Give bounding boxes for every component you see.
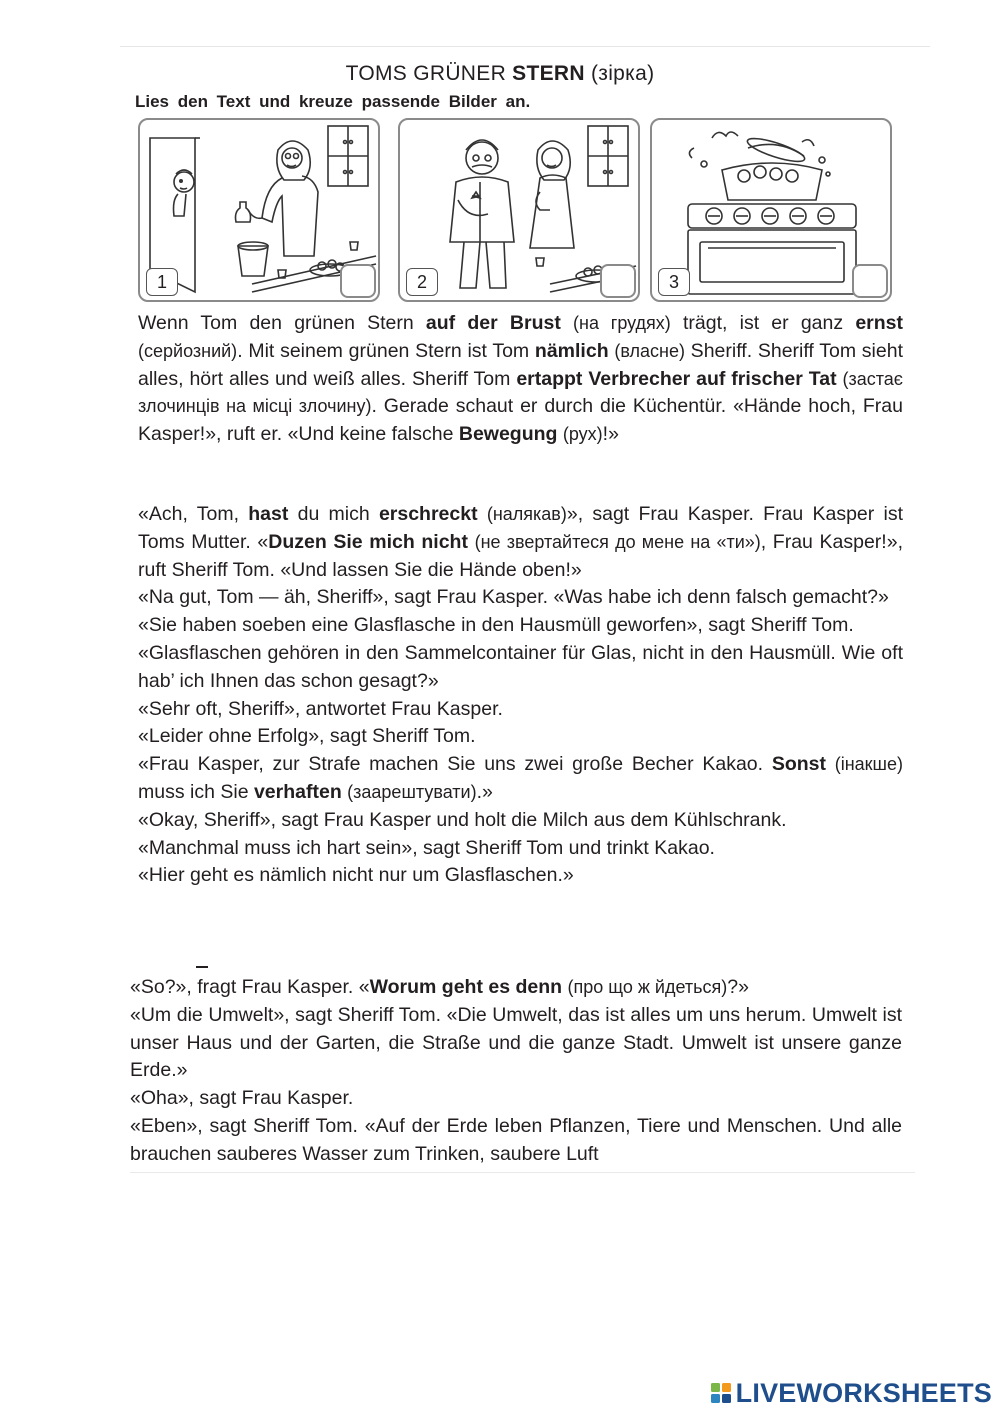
key-phrase: verhaften [253,780,342,803]
paragraph-3 [130,974,902,1169]
key-phrase: Duzen Sie mich nicht [268,530,468,553]
dialogue-line: «Frau Kasper, zur Strafe machen Sie uns zwei große Becher Kakao. Sonst (інакше) muss ich Sie verhaften (заарештувати).» [138,753,903,803]
dialogue-line: «Um die Umwelt», sagt Sheriff Tom. «Die Umwelt, das ist alles um uns herum. Umwelt ist unser Haus und der Garten, die Straße und die ganze Stadt. Umwelt ist unsere ganze Erde.» [130,1003,902,1082]
page-title: TOMS GRÜNER STERN (зірка) [345,62,655,85]
key-phrase: auf der Brust [425,312,561,334]
liveworksheets-logo[interactable] [710,1376,992,1410]
picture-panel-2 [398,118,640,302]
panel-number-3: 3 [658,268,690,296]
translation-note: (про що ж йдеться) [567,977,728,997]
instruction: Lies den Text und kreuze passende Bilder an. [135,92,531,111]
dialogue-line: «Okay, Sheriff», sagt Frau Kasper und holt die Milch aus dem Kühlschrank. [138,808,787,831]
key-phrase: nämlich [534,339,609,362]
dialogue-line: «Glasflaschen gehören in den Sammelcontainer für Glas, nicht in den Hausmüll. Wie oft hab’ ich Ihnen das schon gesagt?» [138,641,903,692]
translation-note: (інакше) [834,754,903,775]
top-divider [120,46,930,47]
key-phrase: hast [248,503,289,525]
translation-note: (серйозний) [138,340,238,361]
paragraph-1 [138,310,903,449]
dialogue-line: «Leider ohne Erfolg», sagt Sheriff Tom. [138,725,476,748]
dialogue-line: «Eben», sagt Sheriff Tom. «Auf der Erde leben Pflanzen, Tiere und Menschen. Und alle brauchen sauberes Wasser zum Trinken, saubere Luft [130,1114,902,1165]
panel-1-checkbox[interactable] [340,264,376,298]
translation-note: (не звертайтеся до мене на «ти») [474,531,761,552]
dialogue-line: «Manchmal muss ich hart sein», sagt Sheriff Tom und trinkt Kakao. [138,836,715,859]
panel-2-checkbox[interactable] [600,264,636,298]
dialogue-line: «Na gut, Tom — äh, Sheriff», sagt Frau Kasper. «Was habe ich denn falsch gemacht?» [138,586,889,609]
dialogue-line: «So?», fragt Frau Kasper. «Worum geht es denn (про що ж йдеться)?» [130,976,749,998]
bottom-divider [130,1172,915,1173]
key-phrase: ernst [855,312,904,334]
stray-mark [196,966,208,968]
dialogue-line: «Sie haben soeben eine Glasflasche in den Hausmüll geworfen», sagt Sheriff Tom. [138,614,854,637]
dialogue-line: «Hier geht es nämlich nicht nur um Glasflaschen.» [138,864,574,887]
panel-number-2: 2 [406,268,438,296]
paragraph-1-text: Wenn Tom den grünen Stern auf der Brust (на грудях) trägt, ist er ganz ernst (серйозний). Mit seinem grünen Stern ist Tom nämlich (власне) Sheriff. Sheriff Tom sieht alles, hört alles und weiß alles. Sheriff Tom ertappt Verbrecher auf frischer Tat (застає злочинців на місці злочину). Gerade schaut er durch die Küchentür. «Hände hoch, Frau Kasper!», ruft er. «Und keine falsche Bewegung (рух)!» [138,312,904,446]
liveworksheets-logo-text: LIVEWORKSHEETS [735,1377,992,1408]
key-phrase: Sonst [771,753,826,776]
panel-3-checkbox[interactable] [852,264,888,298]
translation-note: (налякав) [486,504,567,524]
paragraph-2 [138,501,903,890]
dialogue-line: «Sehr oft, Sheriff», antwortet Frau Kasper. [138,697,503,720]
key-phrase: Worum geht es denn [369,976,563,998]
key-phrase: erschreckt [378,503,478,525]
translation-note: (на грудях) [573,313,671,333]
translation-note: (рух) [562,424,603,445]
dialogue-line: «Oha», sagt Frau Kasper. [130,1087,354,1110]
translation-note: (власне) [614,340,685,361]
key-phrase: ertappt Verbrecher auf frischer Tat [516,367,837,390]
picture-panel-1 [138,118,380,302]
liveworksheets-logo-icon [710,1381,732,1405]
translation-note: (застає злочинців на місці злочину) [138,368,903,417]
dialogue-line: «Ach, Tom, hast du mich erschreckt (налякав)», sagt Frau Kasper. Frau Kasper ist Toms Mutter. «Duzen Sie mich nicht (не звертайтеся до мене на «ти»), Frau Kasper!», ruft Sheriff Tom. «Und lassen Sie die Hände oben!» [138,503,904,581]
translation-note: (заарештувати) [347,781,477,802]
picture-panel-3 [650,118,892,302]
panel-number-1: 1 [146,268,178,296]
key-phrase: Bewegung [458,423,558,446]
